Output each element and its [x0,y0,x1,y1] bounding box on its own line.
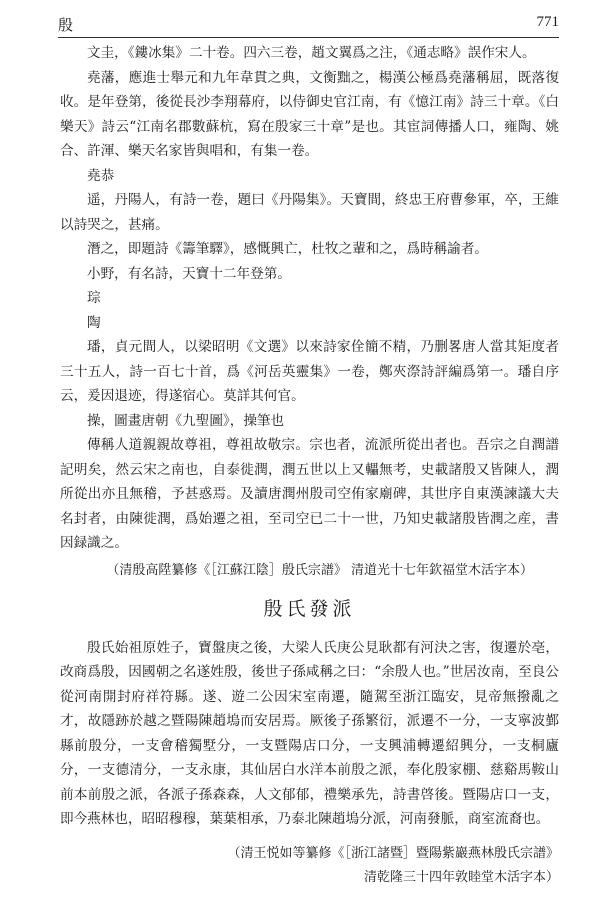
entry-qianzhi: 潛之，即題詩《籌筆驛》，感慨興亡，杜牧之輩和之，爲時稱諭者。 [87,241,489,257]
page-number: 771 [536,14,559,30]
section-fapai [60,636,559,891]
source-citation-line1: （清王悦如等纂修《［浙江諸暨］暨陽紫巖燕林殷氏宗譜》 [227,845,559,861]
fapai-paragraph: 殷氏始祖原姓子，寶盤庚之後，大梁人氏庚公見耿都有河決之害，復遷於亳，改商爲殷，因國朝之名遂姓殷，後世子孫咸稱之曰：“余殷人也。”世居汝南，至良公從河南開封府祥符縣。遂、遊二公因宋室南遷，隨駕至浙江臨安，見帝無撥亂之才，故隱跡於越之暨陽陳趙塢而安居焉。厥後子孫繁衍，派遷不一分，一支寧波鄞縣前殷分，一支會稽獨墅分，一支暨陽店口分，一支興浦轉遷紹興分，一支桐廬分，一支德清分，一支永康，其仙居白水洋本前殷之派，奉化殷家棚、慈谿馬鞍山前本前殷之派，各派子孫森森，人文郁郁，禮樂承先，詩書啓後。暨陽店口一支，即今燕林也，昭昭穆穆，葉葉相承，乃泰北陳趙塢分派，河南發脈，商室流裔也。 [60,639,559,827]
genealogy-note-paragraph: 傳稱人道親親故尊祖，尊祖故敬宗。宗也者，流派所從出者也。吾宗之自潤譜記明矣，然云宋之南也，自泰徙潤，潤五世以上又轠無考，史載諸殷又皆陳人，潤所從出亦且無稽，予甚惑焉。及讀唐潤州殷司空侑家廟碑，其世序自東漢諫議大夫名封者，由陳徙潤，爲始遷之祖，至司空已二十一世，乃知史載諸殷皆潤之産，書因録識之。 [60,437,559,551]
entry-cao: 操，圖畫唐朝《九聖圖》，操筆也 [87,412,285,429]
source-citation-line2: 清乾隆三十四年敦睦堂木活字本） [363,870,559,885]
page-body [60,41,559,891]
section-continued-entries [60,41,559,583]
header-rule [58,37,559,38]
entry-fan: 璠，貞元間人，以梁昭明《文選》以來詩家佺簡不精，乃删畧唐人當其矩度者三十五人，詩一百七十首，爲《河岳英靈集》一卷，鄭夾漈詩評編爲第一。璠自序云，爰因退迹，得遂宿心。莫詳其何官。 [60,339,559,404]
entry-wengui: 文圭，《鏤冰集》二十卷。四六三卷，趙文翼爲之注，《通志略》誤作宋人。 [87,45,536,61]
entry-yaogong: 堯恭 [87,167,115,184]
source-citation: （清殷高陞纂修《［江蘇江陰］殷氏宗譜》 清道光十七年欽福堂木活字本） [106,562,533,578]
section-title: 殷氏發派 [263,598,356,620]
entry-yaofan: 堯藩，應進士舉元和九年韋貫之典，文衡黜之，楊漢公極爲堯藩稱屈，既落復收。是年登第，後從長沙李翔幕府，以侍御史官江南，有《憶江南》詩三十章。《白樂天》詩云“江南名郡數蘇杭，寫在殷家三十章”是也。其宦詞傳播人口，雍陶、姚合、許渾、樂天名家皆與唱和，有集一卷。 [60,69,559,159]
running-head-surname: 殷 [58,16,74,34]
page-header [58,14,559,36]
entry-xiaoye: 小野，有名詩，天寶十二年登第。 [87,265,291,282]
entry-tao: 陶 [87,314,101,331]
entry-yao: 遥，丹陽人，有詩一卷，題曰《丹陽集》。天寶間，終忠王府曹參軍，卒，王維以詩哭之，甚痛。 [60,192,559,233]
entry-cong: 琮 [87,290,101,306]
